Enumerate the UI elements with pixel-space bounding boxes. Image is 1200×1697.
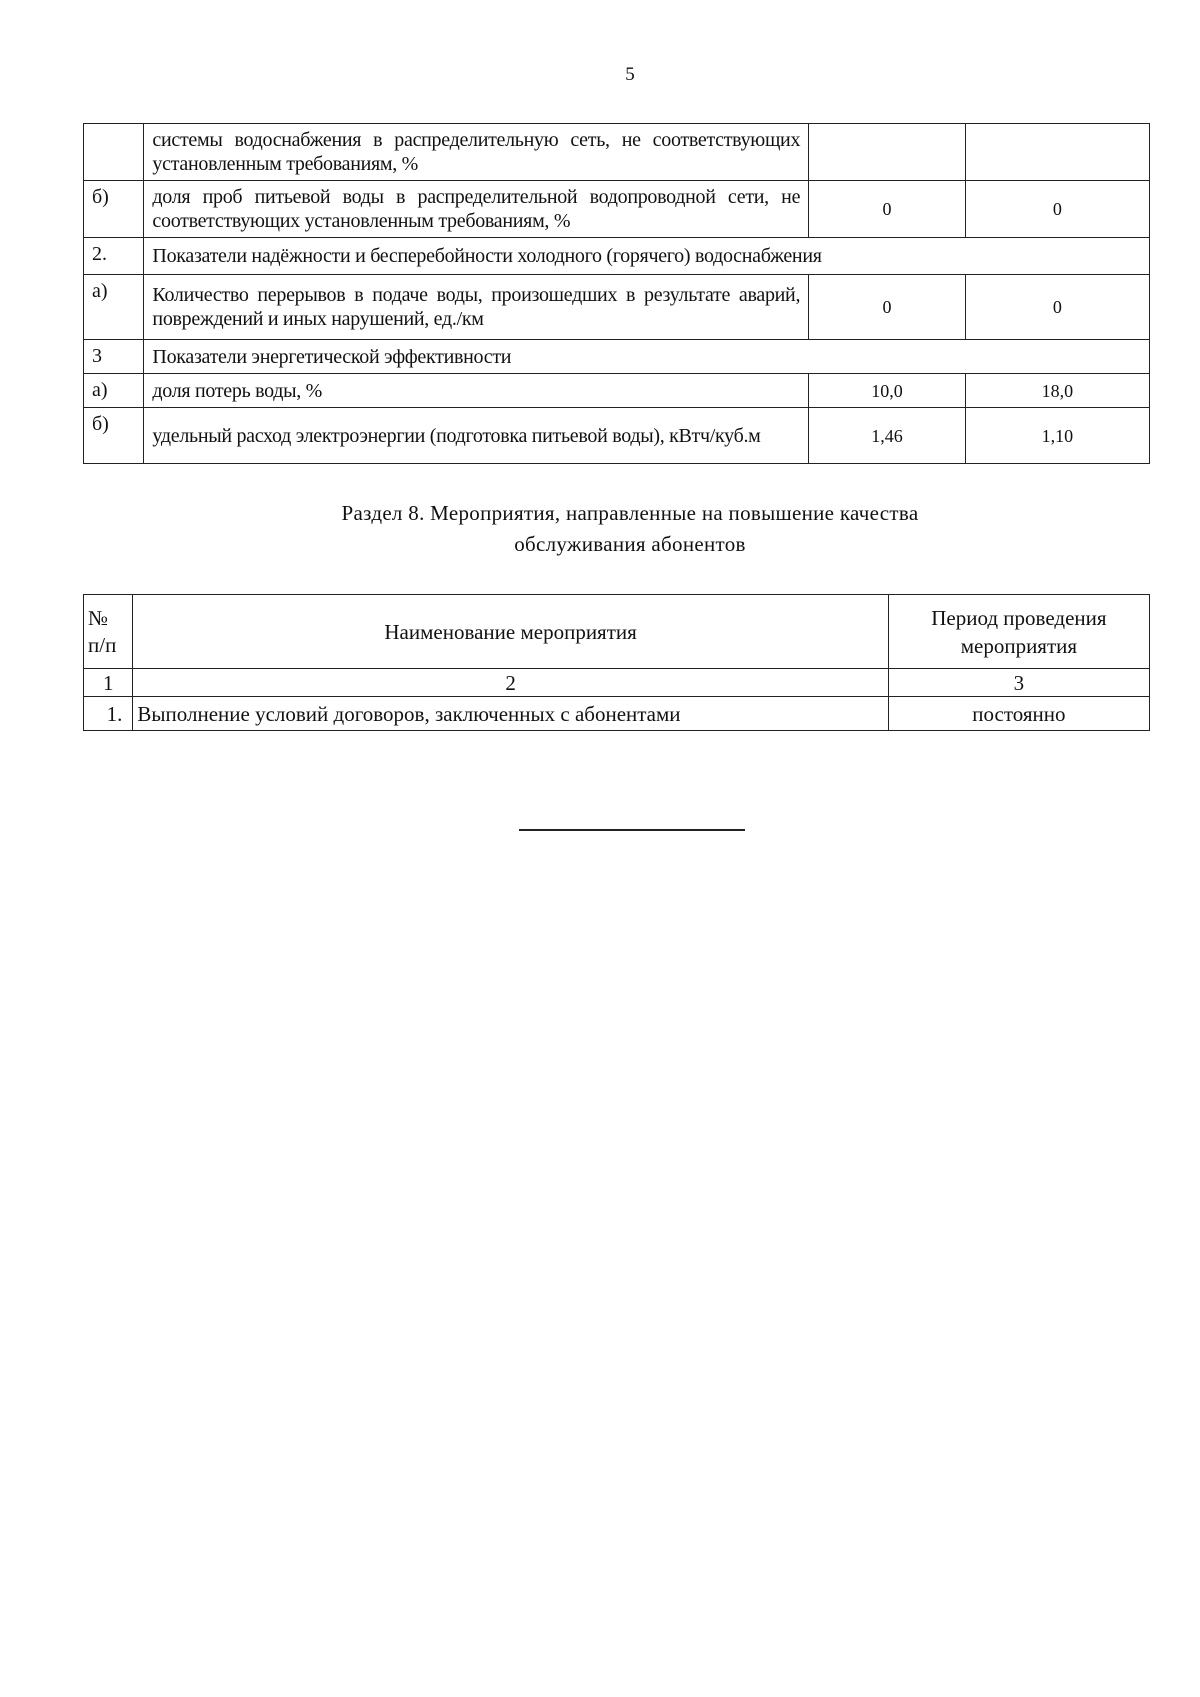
table-row bbox=[84, 181, 1150, 238]
indicator-value-2: 18,0 bbox=[965, 374, 1149, 408]
indicator-name: системы водоснабжения в распределительную сеть, не соответствующих установленным требованиям, % bbox=[144, 124, 809, 181]
table-row bbox=[84, 124, 1150, 181]
indicator-value-1 bbox=[809, 124, 966, 181]
indicator-value-1: 0 bbox=[809, 181, 966, 238]
indicator-value-2: 0 bbox=[965, 181, 1149, 238]
row-number: 2. bbox=[84, 238, 144, 275]
indicator-name: доля потерь воды, % bbox=[144, 374, 809, 408]
page-number: 5 bbox=[625, 64, 635, 85]
indicator-value-1: 0 bbox=[809, 275, 966, 340]
measures-table bbox=[83, 594, 1150, 731]
section-heading: Показатели энергетической эффективности bbox=[144, 340, 1150, 374]
column-index: 1 bbox=[84, 669, 133, 697]
indicator-value-2: 0 bbox=[965, 275, 1149, 340]
indicator-value-2: 1,10 bbox=[965, 408, 1149, 464]
measure-name: Выполнение условий договоров, заключенных с абонентами bbox=[133, 697, 888, 731]
row-number: 1. bbox=[84, 697, 133, 731]
table-row bbox=[84, 697, 1150, 731]
column-index: 2 bbox=[133, 669, 888, 697]
row-number: 3 bbox=[84, 340, 144, 374]
indicator-value-1: 1,46 bbox=[809, 408, 966, 464]
indicator-value-1: 10,0 bbox=[809, 374, 966, 408]
row-number bbox=[84, 124, 144, 181]
header-period: Период проведения мероприятия bbox=[888, 595, 1149, 669]
end-divider bbox=[519, 829, 745, 831]
row-number: б) bbox=[84, 181, 144, 238]
header-number: № п/п bbox=[84, 595, 133, 669]
section-row bbox=[84, 238, 1150, 275]
indicators-table bbox=[83, 123, 1150, 464]
section-title-line-2: обслуживания абонентов bbox=[514, 532, 746, 556]
indicator-name: Количество перерывов в подаче воды, произошедших в результате аварий, повреждений и иных нарушений, ед./км bbox=[144, 275, 809, 340]
header-row bbox=[84, 595, 1150, 669]
row-number: а) bbox=[84, 374, 144, 408]
table-row bbox=[84, 408, 1150, 464]
section-title bbox=[0, 498, 1200, 560]
table-row bbox=[84, 275, 1150, 340]
table-row bbox=[84, 374, 1150, 408]
row-number: б) bbox=[84, 408, 144, 464]
row-number: а) bbox=[84, 275, 144, 340]
section-title-line-1: Раздел 8. Мероприятия, направленные на повышение качества bbox=[341, 501, 919, 525]
measure-period: постоянно bbox=[888, 697, 1149, 731]
indicator-name: удельный расход электроэнергии (подготовка питьевой воды), кВтч/куб.м bbox=[144, 408, 809, 464]
indicator-name: доля проб питьевой воды в распределительной водопроводной сети, не соответствующих установленным требованиям, % bbox=[144, 181, 809, 238]
column-index: 3 bbox=[888, 669, 1149, 697]
section-heading: Показатели надёжности и бесперебойности холодного (горячего) водоснабжения bbox=[144, 238, 1150, 275]
header-measure-name: Наименование мероприятия bbox=[133, 595, 888, 669]
section-row bbox=[84, 340, 1150, 374]
column-index-row bbox=[84, 669, 1150, 697]
indicator-value-2 bbox=[965, 124, 1149, 181]
